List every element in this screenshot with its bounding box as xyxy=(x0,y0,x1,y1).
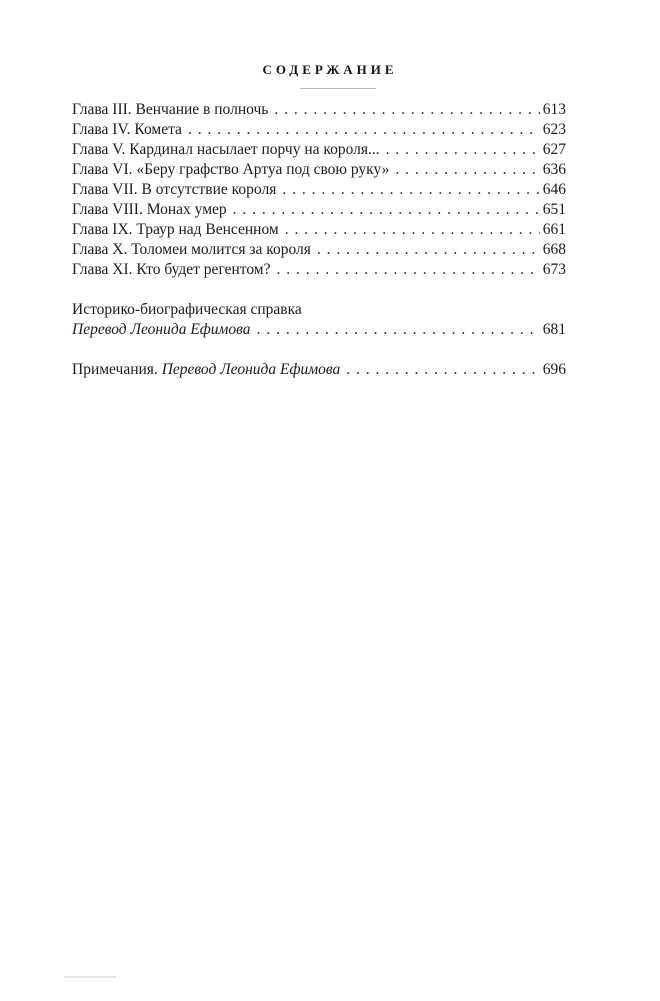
dot-leader xyxy=(257,320,540,340)
notes-label-group xyxy=(72,360,340,380)
chapter-label: Глава IX. Траур над Венсенном xyxy=(72,221,279,238)
page-title: СОДЕРЖАНИЕ xyxy=(262,62,398,77)
page-number: 668 xyxy=(542,241,566,258)
toc-row xyxy=(72,160,566,180)
toc-row xyxy=(72,220,566,240)
chapter-label: Глава XI. Кто будет регентом? xyxy=(72,261,271,278)
page-number: 646 xyxy=(542,181,566,198)
dot-leader xyxy=(274,100,539,120)
chapter-label: Глава V. Кардинал насылает порчу на короля... xyxy=(72,141,380,158)
chapter-label: Глава VIII. Монах умер xyxy=(72,201,227,218)
toc-row xyxy=(72,240,566,260)
chapter-label: Глава X. Толомеи молится за короля xyxy=(72,241,311,258)
chapter-label: Глава VI. «Беру графство Артуа под свою руку» xyxy=(72,161,390,178)
toc-row xyxy=(72,200,566,220)
page-number: 651 xyxy=(542,201,566,218)
chapter-label: Глава IV. Комета xyxy=(72,121,182,138)
dot-leader xyxy=(233,200,540,220)
dot-leader xyxy=(346,360,540,380)
translator-credit: Перевод Леонида Ефимова xyxy=(72,321,251,338)
page-number: 613 xyxy=(542,101,566,118)
dot-leader xyxy=(395,160,539,180)
chapter-label: Глава VII. В отсутствие короля xyxy=(72,181,277,198)
page-number: 623 xyxy=(542,121,566,138)
dot-leader xyxy=(188,120,540,140)
table-of-contents xyxy=(72,100,566,380)
toc-row xyxy=(72,100,566,120)
section-heading: Историко-биографическая справка xyxy=(72,301,302,318)
page-number: 696 xyxy=(542,361,566,378)
title-divider xyxy=(300,88,376,89)
toc-row xyxy=(72,320,566,340)
toc-row xyxy=(72,260,566,280)
toc-row xyxy=(72,180,566,200)
dot-leader xyxy=(276,260,539,280)
notes-label: Примечания. xyxy=(72,361,162,378)
page-number: 673 xyxy=(542,261,566,278)
translator-credit: Перевод Леонида Ефимова xyxy=(161,361,341,378)
page-number: 636 xyxy=(542,161,566,178)
dot-leader xyxy=(317,240,540,260)
dot-leader xyxy=(282,180,539,200)
toc-row xyxy=(72,120,566,140)
print-artifact-mark xyxy=(64,976,116,978)
toc-row xyxy=(72,140,566,160)
chapter-label: Глава III. Венчание в полночь xyxy=(72,101,269,118)
page-number: 661 xyxy=(542,221,566,238)
page-number: 627 xyxy=(542,141,566,158)
dot-leader xyxy=(386,140,540,160)
page-number: 681 xyxy=(542,321,566,338)
dot-leader xyxy=(285,220,540,240)
toc-row xyxy=(72,360,566,380)
